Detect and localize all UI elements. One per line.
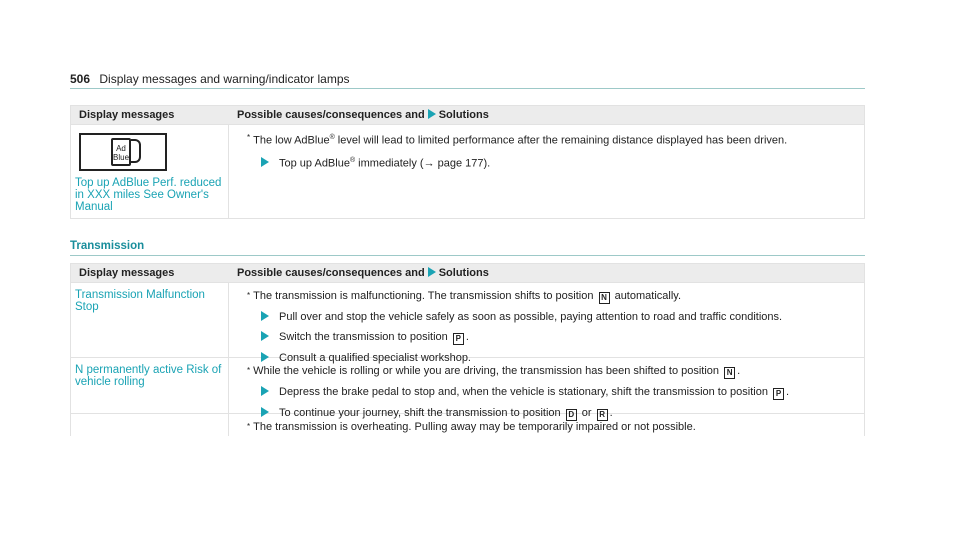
message-cell-empty: [71, 414, 229, 436]
cause-text: * The transmission is overheating. Pulling away may be temporarily impaired or not possible.: [247, 421, 696, 433]
table-row: [71, 124, 864, 218]
step-arrow-icon: [261, 331, 269, 341]
page-number: 506: [70, 72, 91, 86]
solution-step: Depress the brake pedal to stop and, when the vehicle is stationary, shift the transmission to position P .: [261, 385, 856, 400]
display-message: N permanently active Risk of vehicle rolling: [71, 358, 229, 413]
causes-cell: [229, 125, 864, 218]
section-title: Transmission: [70, 240, 145, 252]
solution-step: Pull over and stop the vehicle safely as soon as possible, paying attention to road and traffic conditions.: [261, 310, 856, 324]
gear-d-icon: D: [566, 409, 577, 421]
table-row: [71, 357, 864, 419]
column-header-causes: Possible causes/consequences and Solutions: [237, 267, 489, 279]
step-arrow-icon: [261, 386, 269, 396]
transmission-table: [70, 263, 865, 436]
adblue-warning-icon: Ad Blue: [79, 133, 167, 171]
table-header: [71, 264, 864, 282]
causes-cell: [229, 358, 864, 419]
gear-p-icon: P: [453, 333, 464, 345]
causes-cell: [229, 283, 864, 364]
section-divider: [70, 255, 865, 256]
arrow-icon: [428, 109, 436, 119]
solution-step: Switch the transmission to position P .: [261, 330, 856, 345]
cause-text: * The low AdBlue® level will lead to limited performance after the remaining distance displayed has been driven.: [247, 133, 788, 147]
gear-n-icon: N: [599, 292, 610, 304]
gear-p-icon: P: [773, 388, 784, 400]
column-header-display-messages: Display messages: [79, 109, 175, 121]
step-arrow-icon: [261, 311, 269, 321]
cause-text: * While the vehicle is rolling or while you are driving, the transmission has been shifted to position N .: [247, 365, 741, 377]
solution-step: Consult a qualified specialist workshop.: [261, 351, 856, 365]
table-row: [71, 282, 864, 364]
display-message: Transmission Malfunction Stop: [71, 283, 229, 357]
header-divider: [70, 88, 865, 89]
message-cell: [71, 125, 229, 218]
gear-r-icon: R: [597, 409, 608, 421]
table-header: [71, 106, 864, 124]
solution-step: To continue your journey, shift the transmission to position D or R .: [261, 406, 856, 421]
step-arrow-icon: [261, 157, 269, 167]
cause-text: * The transmission is malfunctioning. The transmission shifts to position N automatically.: [247, 290, 682, 302]
page-header: [70, 72, 350, 86]
page-title: Display messages and warning/indicator lamps: [99, 72, 350, 86]
gear-n-icon: N: [724, 367, 735, 379]
column-header-display-messages: Display messages: [79, 267, 175, 279]
adblue-table: [70, 105, 865, 219]
display-message: Top up AdBlue Perf. reduced in XXX miles See Owner's Manual: [75, 177, 222, 213]
arrow-icon: [428, 267, 436, 277]
table-row: [71, 413, 864, 436]
solution-step: Top up AdBlue® immediately (→ page 177).: [261, 154, 856, 171]
column-header-causes: Possible causes/consequences and Solutions: [237, 109, 489, 121]
